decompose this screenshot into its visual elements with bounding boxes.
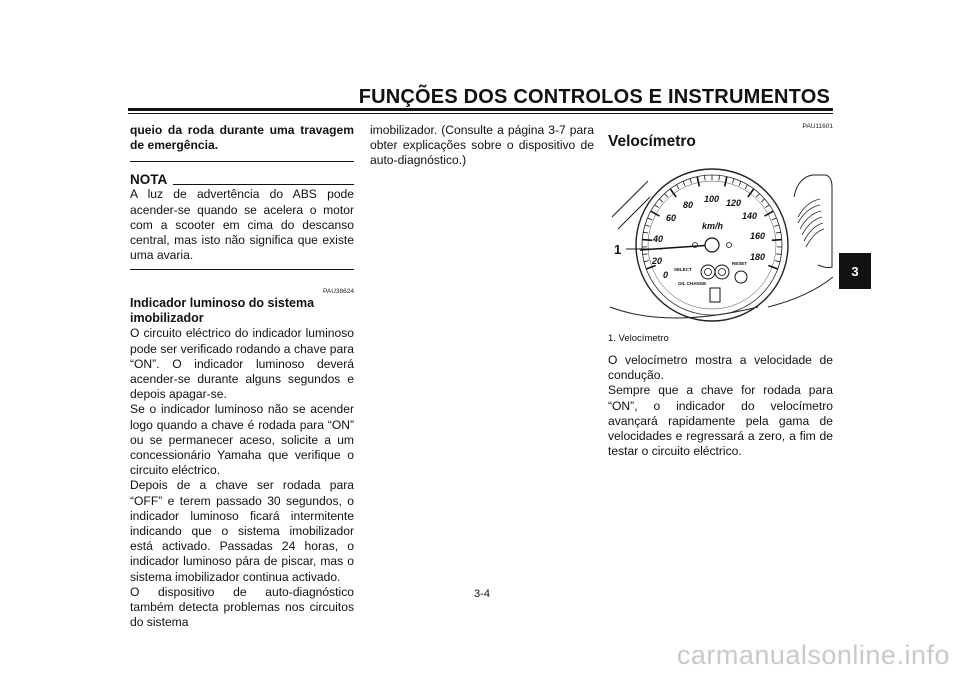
gauge-tick: [725, 177, 727, 187]
tick-label: 20: [652, 256, 663, 266]
speedometer-figure: [608, 157, 833, 329]
section-title: Velocímetro: [608, 133, 696, 150]
gauge-tick: [644, 261, 649, 262]
unit-label: km/h: [702, 221, 724, 231]
paragraph: Sempre que a chave for rodada para “ON”, o indicador do velocímetro avançará rapidamente pela gama de velocidades e regressará a zero, a fim de testar o circuito eléctrico.: [608, 383, 833, 459]
watermark: carmanualsonline.info: [676, 640, 950, 670]
header-rule: [128, 108, 833, 111]
gauge-tick: [690, 179, 692, 184]
chapter-tab: 3: [839, 253, 871, 289]
tick-label: 100: [704, 194, 720, 204]
gauge-tick: [683, 181, 685, 186]
tick-label: 120: [726, 198, 742, 208]
nota-header: [130, 172, 354, 187]
gauge-tick: [646, 266, 655, 269]
divider: [130, 269, 354, 270]
tick-label: 160: [750, 231, 766, 241]
paragraph: imobilizador. (Consulte a página 3-7 para obter explicações sobre o dispositivo de auto-diagnóstico.): [370, 123, 594, 168]
paragraph: O dispositivo de auto-diagnóstico também detecta problemas nos circuitos do sistema: [130, 584, 354, 630]
tick-label: 80: [683, 200, 694, 210]
reset-label: RESET: [732, 261, 748, 266]
oil-change-label: OIL CHANGE: [678, 281, 707, 286]
gauge-tick: [643, 254, 648, 255]
tick-label: 140: [742, 211, 758, 221]
callout-number: 1: [614, 242, 622, 257]
nota-label: NOTA: [130, 172, 168, 188]
paragraph: Se o indicador luminoso não se acender logo quando a chave é rodada para “ON” ou se permanecer aceso, solicite a um concessionário Yamaha que verifique o circuito eléctrico.: [130, 402, 354, 478]
gauge-tick: [776, 254, 781, 255]
gauge-tick: [775, 261, 780, 262]
tick-label: 60: [666, 213, 677, 223]
page-title: FUNÇÕES DOS CONTROLOS E INSTRUMENTOS: [358, 86, 830, 108]
gauge-tick: [642, 240, 652, 241]
tick-label: 180: [750, 252, 766, 262]
page-number: 3-4: [474, 588, 490, 600]
gauge-tick: [719, 175, 720, 180]
gauge-tick: [664, 194, 667, 198]
paragraph: O circuito eléctrico do indicador luminoso pode ser verificado rodando a chave para “ON”. O indicador luminoso deverá acender-se durante alguns segundos e depois apagar-se.: [130, 326, 354, 402]
gauge-tick: [768, 266, 777, 269]
gauge-tick: [761, 199, 765, 202]
gauge-tick: [765, 205, 769, 208]
tick-label: 40: [653, 234, 664, 244]
paragraph: O velocímetro mostra a velocidade de condução.: [608, 353, 833, 383]
gauge-tick: [745, 185, 748, 189]
tick-label: 0: [663, 270, 669, 280]
gauge-tick: [772, 218, 777, 220]
gauge-tick: [647, 218, 652, 220]
gauge-tick: [772, 240, 782, 241]
section-code: PAU11601: [802, 123, 833, 130]
gauge-tick: [697, 177, 699, 187]
gauge-tick: [774, 225, 779, 226]
header-rule-thin: [128, 113, 833, 114]
column-right: [608, 123, 833, 459]
gauge-tick: [756, 194, 759, 198]
gauge-tick: [676, 185, 679, 189]
column-left: [130, 123, 354, 630]
gauge-tick: [739, 181, 741, 186]
gauge-tick: [776, 232, 781, 233]
select-label: SELECT: [674, 267, 692, 272]
speedometer-illustration: [608, 157, 833, 329]
gauge-tick: [645, 225, 650, 226]
nota-text: A luz de advertência do ABS pode acender-se quando se acelera o motor com a scooter em cima do descanso central, mas isto não significa que existe uma avaria.: [130, 187, 354, 263]
gauge-tick: [659, 199, 663, 202]
gauge-tick: [732, 179, 734, 184]
section-title: Indicador luminoso do sistema imobilizador: [130, 296, 315, 326]
gauge-tick: [643, 232, 648, 233]
nota-line: [173, 184, 354, 185]
gauge-tick: [705, 175, 706, 180]
divider: [130, 161, 354, 162]
lead-bold-text: queio da roda durante uma travagem de emergência.: [130, 123, 354, 153]
column-middle: [370, 123, 594, 169]
gauge-tick: [655, 205, 659, 208]
figure-caption: 1. Velocímetro: [608, 333, 669, 344]
section-code: PAU38624: [323, 288, 354, 296]
paragraph: Depois de a chave ser rodada para “OFF” e terem passado 30 segundos, o indicador luminoso ficará intermitente indicando que o sistema imobilizador está activado. Passadas 24 horas, o indicador luminoso pára de piscar, mas o sistema imobilizador continua activado.: [130, 478, 354, 584]
